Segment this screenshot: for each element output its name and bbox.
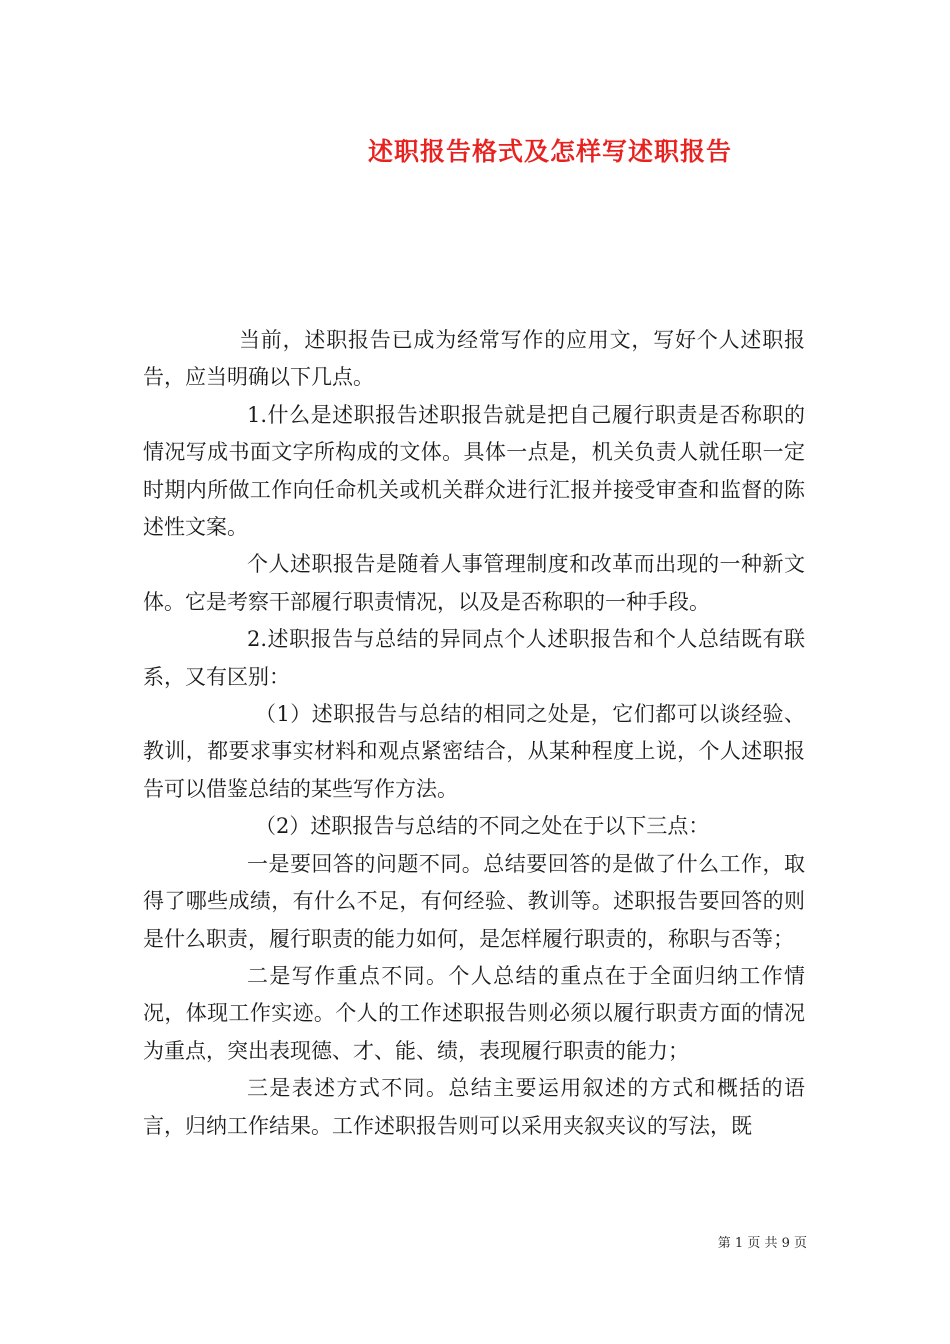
paragraph-comparison: 2.述职报告与总结的异同点个人述职报告和个人总结既有联系，又有区别：	[143, 627, 805, 689]
paragraph-difference-one: 一是要回答的问题不同。总结要回答的是做了什么工作，取得了哪些成绩，有什么不足，有何经验、教训等。述职报告要回答的则是什么职责，履行职责的能力如何，是怎样履行职责的，称职与否等；	[143, 851, 805, 951]
document-body	[143, 322, 805, 1145]
paragraph-definition: 1.什么是述职报告述职报告就是把自己履行职责是否称职的情况写成书面文字所构成的文体。具体一点是，机关负责人就任职一定时期内所做工作向任命机关或机关群众进行汇报并接受审查和监督的陈述性文案。	[143, 402, 805, 540]
paragraph-difference-three: 三是表述方式不同。总结主要运用叙述的方式和概括的语言，归纳工作结果。工作述职报告则可以采用夹叙夹议的写法，既	[143, 1076, 805, 1138]
paragraph-similarities: （1）述职报告与总结的相同之处是，它们都可以谈经验、教训，都要求事实材料和观点紧密结合，从某种程度上说，个人述职报告可以借鉴总结的某些写作方法。	[143, 702, 805, 801]
paragraph-differences-heading: （2）述职报告与总结的不同之处在于以下三点：	[255, 814, 710, 839]
paragraph-new-style: 个人述职报告是随着人事管理制度和改革而出现的一种新文体。它是考察干部履行职责情况，以及是否称职的一种手段。	[143, 552, 805, 614]
page-number: 第 1 页 共 9 页	[717, 1236, 807, 1251]
paragraph-intro: 当前，述职报告已成为经常写作的应用文，写好个人述职报告，应当明确以下几点。	[143, 328, 805, 390]
document-title: 述职报告格式及怎样写述职报告	[367, 137, 732, 166]
paragraph-difference-two: 二是写作重点不同。个人总结的重点在于全面归纳工作情况，体现工作实迹。个人的工作述职报告则必须以履行职责方面的情况为重点，突出表现德、才、能、绩，表现履行职责的能力；	[143, 963, 805, 1063]
